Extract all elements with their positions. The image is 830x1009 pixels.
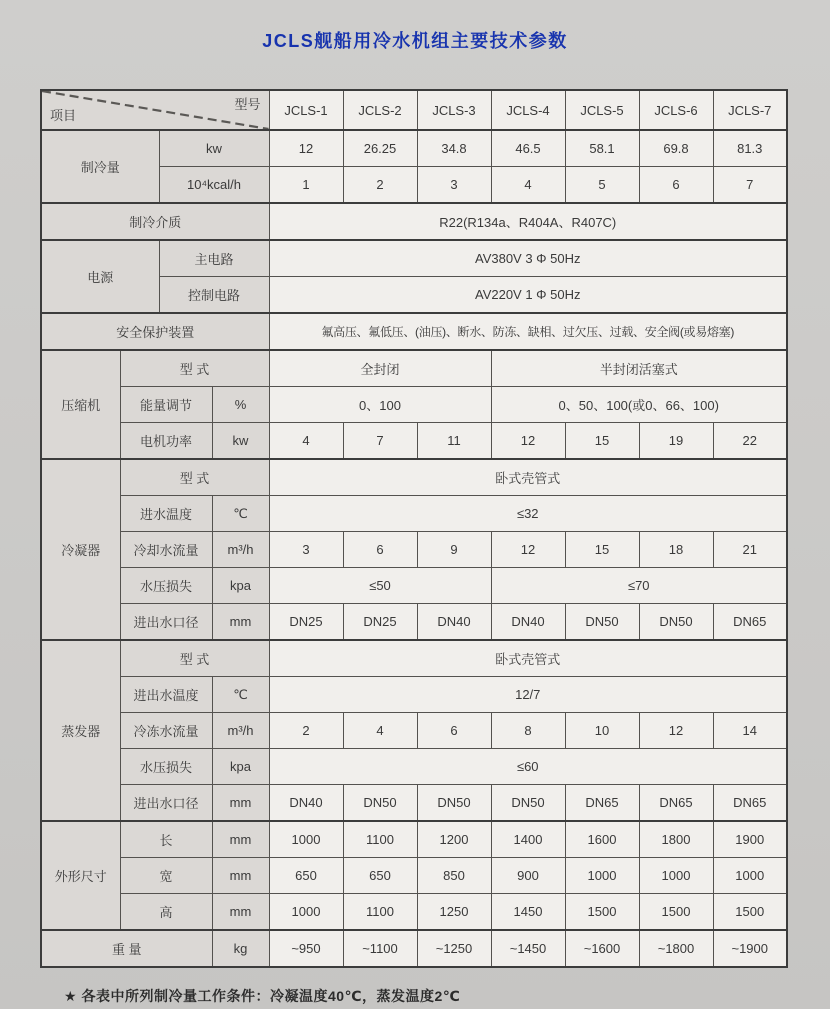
value-cell: 650: [343, 858, 417, 894]
value-cell: ~1900: [713, 930, 787, 967]
value-cell: 12/7: [269, 677, 787, 713]
value-cell: ~1450: [491, 930, 565, 967]
row-evaporator-pipe: [41, 785, 787, 822]
value-cell: DN25: [269, 604, 343, 641]
value-cell: DN50: [639, 604, 713, 641]
value-cell: 0、100: [269, 387, 491, 423]
unit-cell: mm: [212, 858, 269, 894]
row-power-main: [41, 240, 787, 277]
unit-cell: %: [212, 387, 269, 423]
value-cell: 4: [269, 423, 343, 460]
unit-cell: m³/h: [212, 713, 269, 749]
value-cell: 21: [713, 532, 787, 568]
value-cell: 12: [639, 713, 713, 749]
value-cell: R22(R134a、R404A、R407C): [269, 203, 787, 240]
row-compressor-energy: [41, 387, 787, 423]
header-row: [41, 90, 787, 130]
spec-table: [40, 89, 788, 968]
value-cell: 3: [269, 532, 343, 568]
value-cell: 7: [713, 167, 787, 204]
unit-cell: kpa: [212, 749, 269, 785]
value-cell: 氟高压、氟低压、(油压)、断水、防冻、缺相、过欠压、过载、安全阀(或易熔塞): [269, 313, 787, 350]
page-title: JCLS舰船用冷水机组主要技术参数: [262, 31, 568, 51]
sub-label-cell: 进水温度: [120, 496, 212, 532]
sub-label-cell: 水压损失: [120, 568, 212, 604]
value-cell: 4: [343, 713, 417, 749]
value-cell: 1200: [417, 821, 491, 858]
value-cell: DN65: [639, 785, 713, 822]
row-evaporator-pressure-loss: [41, 749, 787, 785]
value-cell: 900: [491, 858, 565, 894]
row-label-power: 电源: [41, 240, 159, 313]
sub-label-cell: 长: [120, 821, 212, 858]
row-condenser-type: [41, 459, 787, 496]
value-cell: 34.8: [417, 130, 491, 167]
value-cell: 全封闭: [269, 350, 491, 387]
value-cell: 58.1: [565, 130, 639, 167]
unit-cell: mm: [212, 604, 269, 641]
value-cell: 18: [639, 532, 713, 568]
value-cell: ≤32: [269, 496, 787, 532]
sub-label-cell: 宽: [120, 858, 212, 894]
model-header: JCLS-1: [269, 90, 343, 130]
value-cell: ~1600: [565, 930, 639, 967]
value-cell: DN25: [343, 604, 417, 641]
value-cell: 0、50、100(或0、66、100): [491, 387, 787, 423]
sub-label-cell: 水压损失: [120, 749, 212, 785]
value-cell: DN65: [713, 785, 787, 822]
value-cell: 1900: [713, 821, 787, 858]
value-cell: 1500: [639, 894, 713, 931]
value-cell: 1000: [639, 858, 713, 894]
value-cell: 1100: [343, 894, 417, 931]
unit-cell: kw: [159, 130, 269, 167]
value-cell: 1000: [565, 858, 639, 894]
value-cell: ~1800: [639, 930, 713, 967]
row-label-compressor: 压缩机: [41, 350, 120, 459]
value-cell: DN50: [417, 785, 491, 822]
value-cell: DN65: [565, 785, 639, 822]
row-condenser-flow: [41, 532, 787, 568]
row-label-cooling: 制冷量: [41, 130, 159, 203]
value-cell: DN40: [417, 604, 491, 641]
value-cell: DN50: [343, 785, 417, 822]
value-cell: 19: [639, 423, 713, 460]
header-model-label: 型号: [234, 97, 261, 112]
unit-cell: kw: [212, 423, 269, 460]
model-header: JCLS-2: [343, 90, 417, 130]
row-label-condenser: 冷凝器: [41, 459, 120, 640]
value-cell: 1500: [713, 894, 787, 931]
sub-label-cell: 进出水温度: [120, 677, 212, 713]
unit-cell: 10⁴kcal/h: [159, 167, 269, 204]
unit-cell: mm: [212, 821, 269, 858]
unit-cell: ℃: [212, 496, 269, 532]
value-cell: 4: [491, 167, 565, 204]
value-cell: AV380V 3 Φ 50Hz: [269, 240, 787, 277]
row-compressor-type: [41, 350, 787, 387]
value-cell: 卧式壳管式: [269, 640, 787, 677]
sub-label-cell: 能量调节: [120, 387, 212, 423]
sub-label-cell: 冷冻水流量: [120, 713, 212, 749]
value-cell: 12: [491, 423, 565, 460]
value-cell: DN50: [565, 604, 639, 641]
footnote: ★ 各表中所列制冷量工作条件：冷凝温度40℃，蒸发温度2℃: [64, 988, 461, 1004]
model-header: JCLS-4: [491, 90, 565, 130]
value-cell: 7: [343, 423, 417, 460]
value-cell: 3: [417, 167, 491, 204]
value-cell: AV220V 1 Φ 50Hz: [269, 277, 787, 314]
model-header: JCLS-3: [417, 90, 491, 130]
model-header: JCLS-6: [639, 90, 713, 130]
value-cell: ~1250: [417, 930, 491, 967]
value-cell: 1250: [417, 894, 491, 931]
row-evaporator-flow: [41, 713, 787, 749]
row-weight: [41, 930, 787, 967]
value-cell: 15: [565, 532, 639, 568]
value-cell: 11: [417, 423, 491, 460]
row-label-dimensions: 外形尺寸: [41, 821, 120, 930]
row-condenser-pressure-loss: [41, 568, 787, 604]
value-cell: ≤60: [269, 749, 787, 785]
row-label-weight: 重 量: [41, 930, 212, 967]
sub-label-cell: 型 式: [120, 459, 269, 496]
row-label-safety: 安全保护装置: [41, 313, 269, 350]
row-refrigerant: [41, 203, 787, 240]
value-cell: 5: [565, 167, 639, 204]
value-cell: 81.3: [713, 130, 787, 167]
sub-label-cell: 电机功率: [120, 423, 212, 460]
row-dimensions-length: [41, 821, 787, 858]
value-cell: 1600: [565, 821, 639, 858]
value-cell: 1400: [491, 821, 565, 858]
value-cell: 15: [565, 423, 639, 460]
value-cell: 6: [417, 713, 491, 749]
header-item-label: 项目: [50, 108, 77, 123]
row-condenser-pipe: [41, 604, 787, 641]
sub-label-cell: 进出水口径: [120, 604, 212, 641]
value-cell: DN40: [269, 785, 343, 822]
unit-cell: m³/h: [212, 532, 269, 568]
sub-label-cell: 高: [120, 894, 212, 931]
sub-label-cell: 控制电路: [159, 277, 269, 314]
row-dimensions-height: [41, 894, 787, 931]
value-cell: 10: [565, 713, 639, 749]
value-cell: 卧式壳管式: [269, 459, 787, 496]
value-cell: ~950: [269, 930, 343, 967]
value-cell: DN40: [491, 604, 565, 641]
model-header: JCLS-7: [713, 90, 787, 130]
unit-cell: mm: [212, 785, 269, 822]
sub-label-cell: 进出水口径: [120, 785, 212, 822]
unit-cell: mm: [212, 894, 269, 931]
row-label-refrigerant: 制冷介质: [41, 203, 269, 240]
value-cell: 650: [269, 858, 343, 894]
sub-label-cell: 冷却水流量: [120, 532, 212, 568]
row-safety: [41, 313, 787, 350]
value-cell: ≤70: [491, 568, 787, 604]
value-cell: 9: [417, 532, 491, 568]
value-cell: 850: [417, 858, 491, 894]
value-cell: 26.25: [343, 130, 417, 167]
row-condenser-inlet-temp: [41, 496, 787, 532]
value-cell: 1000: [269, 821, 343, 858]
header-corner-cell: [41, 90, 269, 130]
value-cell: 69.8: [639, 130, 713, 167]
value-cell: 6: [639, 167, 713, 204]
value-cell: 2: [269, 713, 343, 749]
row-compressor-motor: [41, 423, 787, 460]
value-cell: 14: [713, 713, 787, 749]
value-cell: 1: [269, 167, 343, 204]
row-cooling-kw: [41, 130, 787, 167]
row-label-evaporator: 蒸发器: [41, 640, 120, 821]
value-cell: ~1100: [343, 930, 417, 967]
value-cell: 半封闭活塞式: [491, 350, 787, 387]
value-cell: 12: [269, 130, 343, 167]
value-cell: 1450: [491, 894, 565, 931]
value-cell: DN50: [491, 785, 565, 822]
unit-cell: ℃: [212, 677, 269, 713]
value-cell: 1500: [565, 894, 639, 931]
value-cell: ≤50: [269, 568, 491, 604]
sub-label-cell: 型 式: [120, 640, 269, 677]
row-dimensions-width: [41, 858, 787, 894]
sub-label-cell: 型 式: [120, 350, 269, 387]
value-cell: 12: [491, 532, 565, 568]
unit-cell: kpa: [212, 568, 269, 604]
row-evaporator-type: [41, 640, 787, 677]
value-cell: 1000: [269, 894, 343, 931]
value-cell: 1100: [343, 821, 417, 858]
value-cell: 22: [713, 423, 787, 460]
value-cell: 1800: [639, 821, 713, 858]
value-cell: DN65: [713, 604, 787, 641]
row-evaporator-temp: [41, 677, 787, 713]
value-cell: 6: [343, 532, 417, 568]
unit-cell: kg: [212, 930, 269, 967]
model-header: JCLS-5: [565, 90, 639, 130]
sub-label-cell: 主电路: [159, 240, 269, 277]
value-cell: 8: [491, 713, 565, 749]
value-cell: 46.5: [491, 130, 565, 167]
value-cell: 2: [343, 167, 417, 204]
value-cell: 1000: [713, 858, 787, 894]
